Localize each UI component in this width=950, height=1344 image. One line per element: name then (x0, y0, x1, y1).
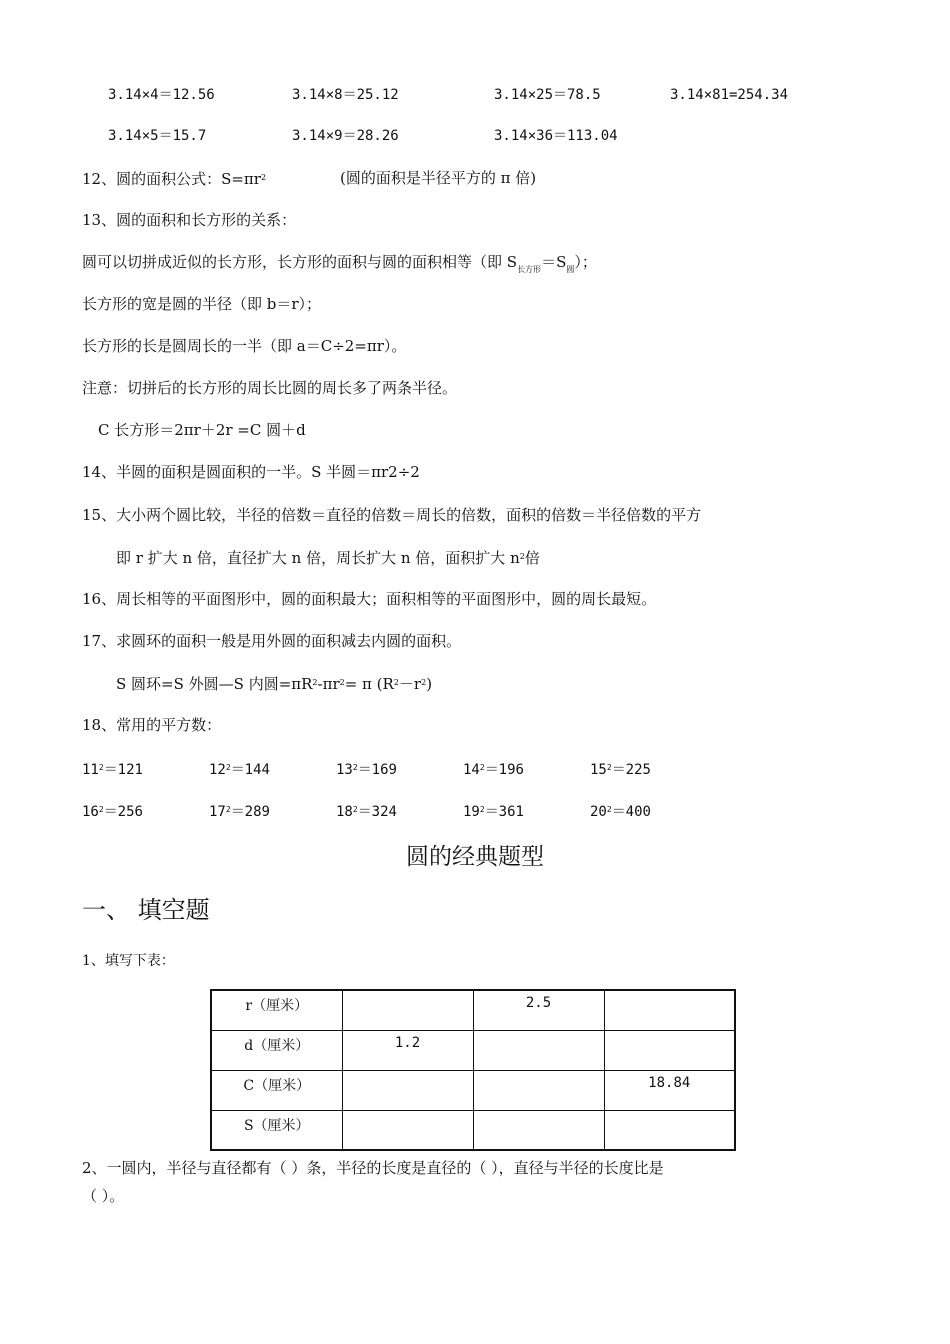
table-cell: 2.5 (473, 990, 604, 1030)
item-17-formula: S 圆环=S 外圆—S 内圆$=\pi R^2-\pi r^2= \pi$ $(R^2-r^2)$ (116, 675, 433, 693)
section-heading: 一、 填空题 (82, 896, 210, 924)
square-20: $20^2=400$ (590, 804, 651, 820)
item-13-line1: 圆可以切拼成近似的长方形，长方形的面积与圆的面积相等（即 $S_{长方形}=S_圆$）； (82, 253, 597, 274)
square-11: $11^2=121$ (82, 762, 143, 778)
table-row (211, 1030, 735, 1070)
table-cell (473, 1110, 604, 1150)
fill-table (210, 989, 736, 1151)
product-4: 3.14×81=254.34 (670, 87, 789, 103)
square-18: $18^2=324$ (336, 804, 397, 820)
square-16: $16^2=256$ (82, 804, 143, 820)
table-cell (473, 1070, 604, 1110)
table-cell (604, 1110, 735, 1150)
product-2: 3.14×8＝25.12 (292, 87, 399, 103)
item-16: 16、周长相等的平面图形中，圆的面积最大；面积相等的平面图形中，圆的周长最短。 (82, 590, 657, 608)
item-13-line3: 长方形的长是圆周长的一半（即 a＝C÷2=πr）。 (82, 337, 407, 355)
square-12: $12^2=144$ (209, 762, 270, 778)
item-13-line2: 长方形的宽是圆的半径（即 b＝r）； (82, 295, 322, 313)
table-row (211, 1110, 735, 1150)
table-cell: S（厘米） (211, 1110, 342, 1150)
table-row (211, 1070, 735, 1110)
item-13-note: 注意：切拼后的长方形的周长比圆的周长多了两条半径。 (82, 379, 458, 397)
item-14: 14、半圆的面积是圆面积的一半。S 半圆＝πr2÷2 (82, 463, 420, 481)
item-15-line1: 15、大小两个圆比较，半径的倍数＝直径的倍数＝周长的倍数，面积的倍数＝半径倍数的平方 (82, 506, 702, 524)
item-15-line2: 即 r 扩大 n 倍，直径扩大 n 倍，周长扩大 n 倍，面积扩大 $n^2$倍 (116, 549, 540, 567)
item-12-note: (圆的面积是半径平方的 π 倍) (340, 169, 537, 187)
square-13: $13^2=169$ (336, 762, 397, 778)
item-13-formula: C 长方形＝2πr＋2r =C 圆＋d (98, 421, 306, 439)
table-cell: 1.2 (342, 1030, 473, 1070)
table-cell: C（厘米） (211, 1070, 342, 1110)
product-6: 3.14×9＝28.26 (292, 128, 399, 144)
table-cell: 18.84 (604, 1070, 735, 1110)
item-12-formula: 12、圆的面积公式：$S=\pi r^2$ (82, 170, 267, 188)
square-19: $19^2=361$ (463, 804, 524, 820)
table-cell: d（厘米） (211, 1030, 342, 1070)
product-1: 3.14×4＝12.56 (108, 87, 215, 103)
square-17: $17^2=289$ (209, 804, 270, 820)
product-5: 3.14×5＝15.7 (108, 128, 207, 144)
square-15: $15^2=225$ (590, 762, 651, 778)
table-cell (342, 1070, 473, 1110)
question-2-line2: （ ）。 (82, 1187, 125, 1205)
table-cell (604, 1030, 735, 1070)
question-2-line1: 2、一圆内，半径与直径都有（ ）条，半径的长度是直径的（ ），直径与半径的长度比是 (82, 1159, 664, 1177)
table-cell: r（厘米） (211, 990, 342, 1030)
square-14: $14^2=196$ (463, 762, 524, 778)
table-cell (342, 1110, 473, 1150)
table-cell (604, 990, 735, 1030)
table-row (211, 990, 735, 1030)
item-13-title: 13、圆的面积和长方形的关系： (82, 211, 297, 229)
question-1-label: 1、填写下表： (82, 953, 175, 969)
page-heading: 圆的经典题型 (406, 844, 544, 870)
product-3: 3.14×25＝78.5 (494, 87, 601, 103)
product-7: 3.14×36＝113.04 (494, 128, 618, 144)
table-cell (342, 990, 473, 1030)
item-17-title: 17、求圆环的面积一般是用外圆的面积减去内圆的面积。 (82, 632, 462, 650)
table-cell (473, 1030, 604, 1070)
item-18-title: 18、常用的平方数： (82, 716, 222, 734)
